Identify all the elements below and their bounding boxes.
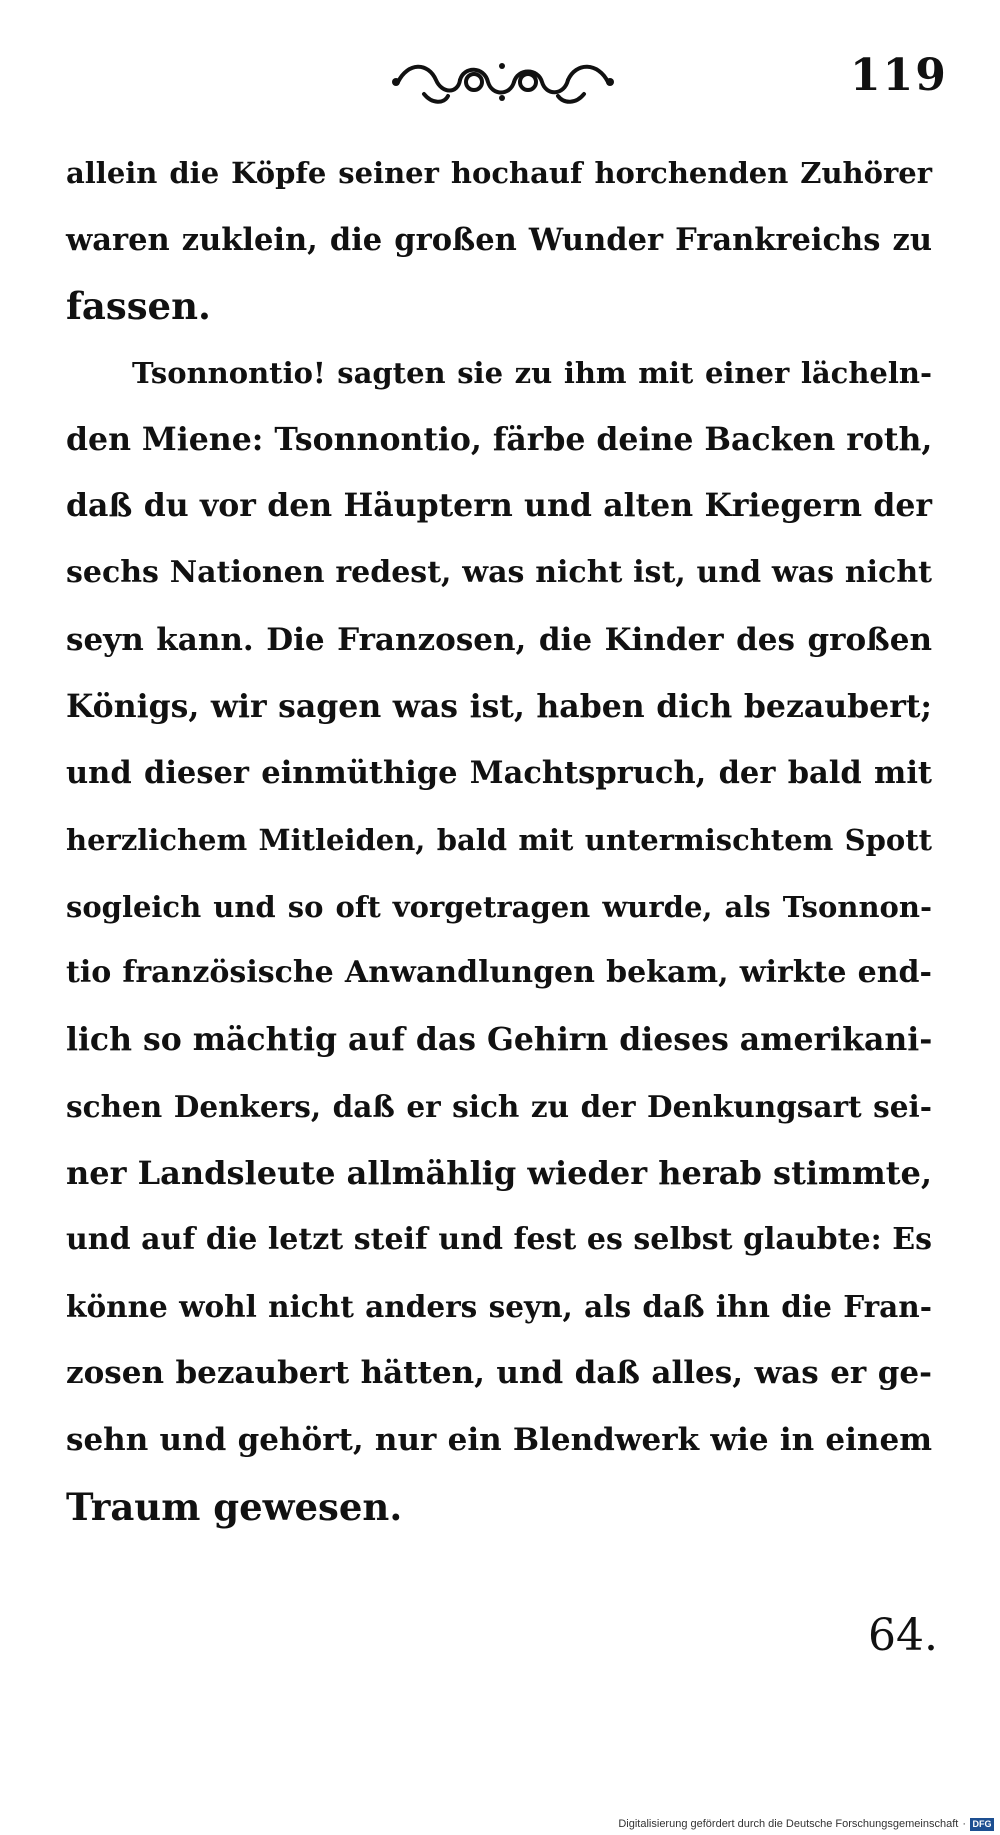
text-line: tio französische Anwandlungen bekam, wirkte end-: [66, 955, 932, 991]
text-line: sechs Nationen redest, was nicht ist, und was nicht: [66, 555, 932, 591]
text-line: sogleich und so oft vorgetragen wurde, als Tsonnon-: [66, 889, 932, 924]
body-text: [66, 140, 932, 1540]
signature-mark: 64.: [868, 1610, 938, 1661]
text-line: könne wohl nicht anders seyn, als daß ihn die Fran-: [66, 1288, 932, 1324]
page-number: 119: [850, 50, 948, 101]
text-line: lich so mächtig auf das Gehirn dieses amerikani-: [66, 1020, 933, 1058]
text-line: zosen bezaubert hätten, und daß alles, was er ge-: [66, 1355, 932, 1392]
text-line: und auf die letzt steif und fest es selbst glaubte: Es: [66, 1222, 932, 1257]
text-line: seyn kann. Die Franzosen, die Kinder des großen: [66, 621, 932, 658]
dfg-logo-icon: DFG: [970, 1818, 994, 1831]
text-line: Königs, wir sagen was ist, haben dich bezaubert;: [66, 687, 932, 725]
text-line: und dieser einmüthige Machtspruch, der bald mit: [66, 755, 932, 792]
text-line: herzlichem Mitleiden, bald mit untermischtem Spott: [66, 822, 932, 857]
text-line: Traum gewesen.: [66, 1484, 403, 1529]
footer-credit: Digitalisierung gefördert durch die Deutsche Forschungsgemeinschaft: [618, 1818, 959, 1830]
text-line: Tsonnontio! sagten sie zu ihm mit einer lächeln-: [132, 356, 932, 391]
text-line: fassen.: [66, 284, 211, 329]
text-line: sehn und gehört, nur ein Blendwerk wie in einem: [66, 1422, 932, 1459]
decorative-vignette-icon: [388, 54, 618, 110]
text-line: daß du vor den Häuptern und alten Kriegern der: [66, 487, 932, 525]
digitization-footer: Digitalisierung gefördert durch die Deutsche Forschungsgemeinschaft · DFG: [608, 1815, 994, 1833]
text-line: den Miene: Tsonnontio, färbe deine Backen roth,: [66, 420, 933, 458]
text-line: waren zuklein, die großen Wunder Frankreichs zu: [66, 221, 932, 258]
text-line: allein die Köpfe seiner hochauf horchenden Zuhörer: [66, 156, 932, 190]
text-line: schen Denkers, daß er sich zu der Denkungsart sei-: [66, 1088, 932, 1124]
text-line: ner Landsleute allmählig wieder herab stimmte,: [66, 1154, 932, 1193]
